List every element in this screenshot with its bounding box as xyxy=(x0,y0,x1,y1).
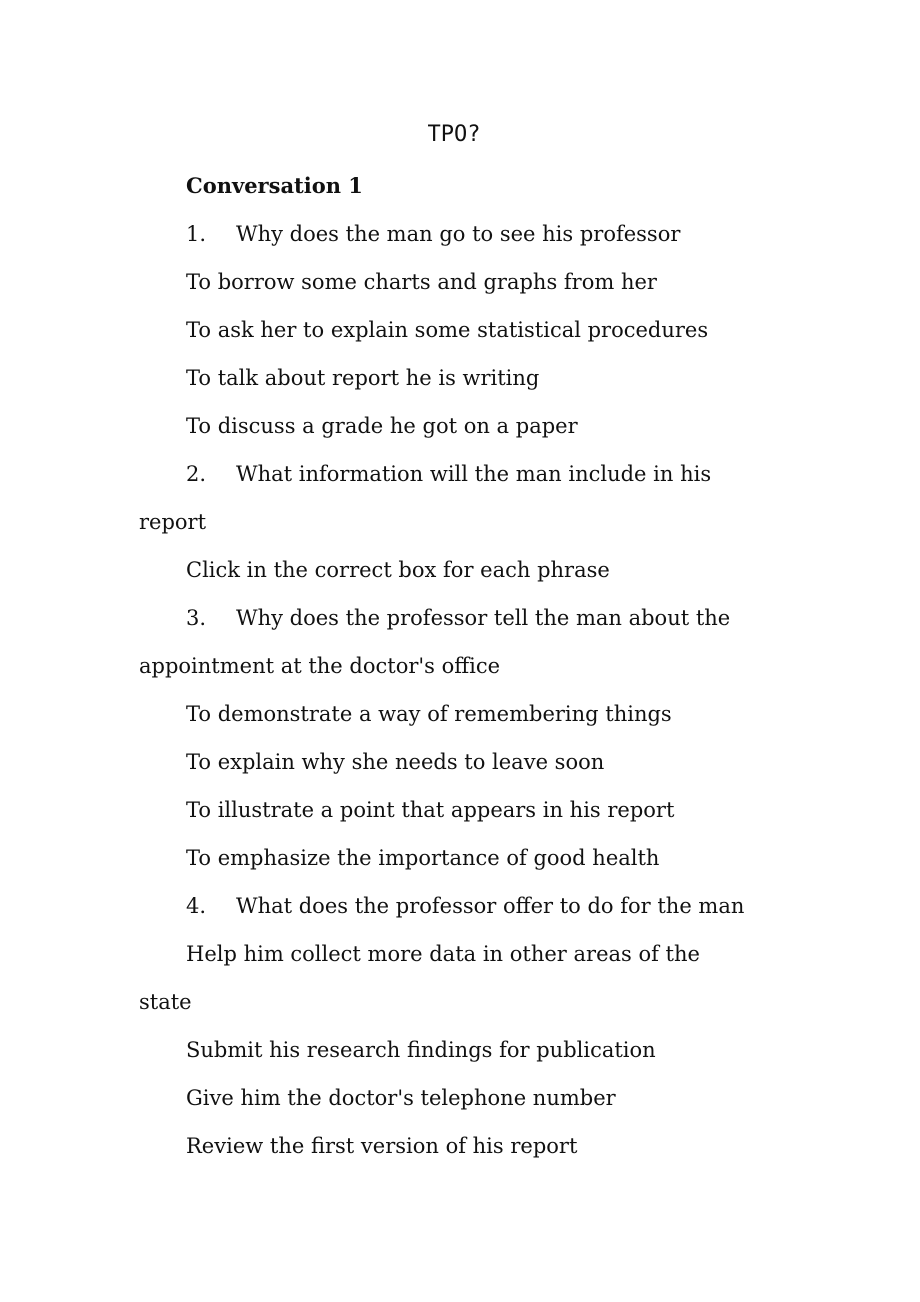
question-2 xyxy=(139,456,789,504)
question-4-number: 4. xyxy=(186,894,207,918)
section-heading: Conversation 1 xyxy=(186,173,363,198)
question-4 xyxy=(139,888,789,936)
question-4-option-d: Review the first version of his report xyxy=(186,1134,578,1158)
question-3-number: 3. xyxy=(186,606,207,630)
question-3-option-c: To illustrate a point that appears in his report xyxy=(186,798,675,822)
question-3 xyxy=(139,600,789,648)
question-4-text: What does the professor offer to do for the man xyxy=(236,894,745,918)
question-1-text: Why does the man go to see his professor xyxy=(236,222,681,246)
question-4-option-c: Give him the doctor's telephone number xyxy=(186,1086,616,1110)
question-4-option-a: Help him collect more data in other areas of the xyxy=(186,942,700,966)
question-3-text-continued: appointment at the doctor's office xyxy=(139,654,501,678)
question-4-option-b: Submit his research findings for publication xyxy=(186,1038,656,1062)
question-2-number: 2. xyxy=(186,462,207,486)
question-3-text: Why does the professor tell the man about the xyxy=(236,606,731,630)
question-2-instruction: Click in the correct box for each phrase xyxy=(186,558,610,582)
question-1-option-d: To discuss a grade he got on a paper xyxy=(186,414,578,438)
question-1 xyxy=(139,216,789,264)
question-2-text: What information will the man include in his xyxy=(236,462,712,486)
question-4-option-a-continued: state xyxy=(139,990,192,1014)
question-3-option-b: To explain why she needs to leave soon xyxy=(186,750,605,774)
question-1-number: 1. xyxy=(186,222,207,246)
question-3-option-d: To emphasize the importance of good health xyxy=(186,846,660,870)
question-2-text-continued: report xyxy=(139,510,207,534)
question-1-option-a: To borrow some charts and graphs from her xyxy=(186,270,657,294)
question-3-option-a: To demonstrate a way of remembering things xyxy=(186,702,672,726)
question-1-option-c: To talk about report he is writing xyxy=(186,366,540,390)
document-body xyxy=(139,168,789,1176)
question-1-option-b: To ask her to explain some statistical procedures xyxy=(186,318,709,342)
document-title: TPO? xyxy=(427,122,481,147)
